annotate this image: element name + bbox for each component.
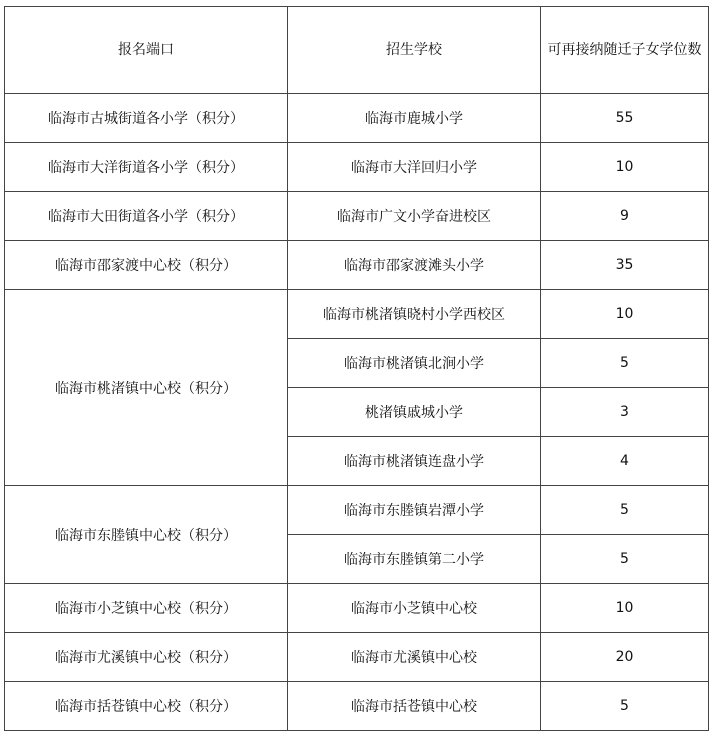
header-port: 报名端口	[5, 7, 288, 94]
seats-cell: 5	[541, 535, 709, 584]
seats-cell: 5	[541, 682, 709, 731]
school-cell: 临海市括苍镇中心校	[288, 682, 541, 731]
table-row	[5, 682, 709, 731]
table-row	[5, 143, 709, 192]
school-cell: 临海市大洋回归小学	[288, 143, 541, 192]
school-cell: 临海市鹿城小学	[288, 94, 541, 143]
school-cell: 临海市桃渚镇北涧小学	[288, 339, 541, 388]
table-row	[5, 94, 709, 143]
port-cell: 临海市大田街道各小学（积分）	[5, 192, 288, 241]
port-cell: 临海市桃渚镇中心校（积分）	[5, 290, 288, 486]
header-row	[5, 7, 709, 94]
seats-cell: 4	[541, 437, 709, 486]
table-row	[5, 192, 709, 241]
school-cell: 临海市广文小学奋进校区	[288, 192, 541, 241]
seats-cell: 5	[541, 486, 709, 535]
seats-cell: 35	[541, 241, 709, 290]
seats-cell: 20	[541, 633, 709, 682]
table-row	[5, 241, 709, 290]
seats-cell: 10	[541, 584, 709, 633]
port-cell: 临海市东塍镇中心校（积分）	[5, 486, 288, 584]
port-cell: 临海市括苍镇中心校（积分）	[5, 682, 288, 731]
school-cell: 临海市桃渚镇晓村小学西校区	[288, 290, 541, 339]
table-row	[5, 633, 709, 682]
table-row	[5, 486, 709, 535]
port-cell: 临海市尤溪镇中心校（积分）	[5, 633, 288, 682]
seats-cell: 9	[541, 192, 709, 241]
seats-cell: 55	[541, 94, 709, 143]
seats-cell: 10	[541, 290, 709, 339]
header-seats: 可再接纳随迁子女学位数	[541, 7, 709, 94]
school-cell: 临海市小芝镇中心校	[288, 584, 541, 633]
school-quota-table	[4, 6, 709, 731]
seats-cell: 5	[541, 339, 709, 388]
school-cell: 临海市东塍镇岩潭小学	[288, 486, 541, 535]
table-row	[5, 290, 709, 339]
table-row	[5, 584, 709, 633]
seats-cell: 3	[541, 388, 709, 437]
port-cell: 临海市古城街道各小学（积分）	[5, 94, 288, 143]
seats-cell: 10	[541, 143, 709, 192]
school-cell: 临海市邵家渡滩头小学	[288, 241, 541, 290]
port-cell: 临海市小芝镇中心校（积分）	[5, 584, 288, 633]
school-cell: 临海市东塍镇第二小学	[288, 535, 541, 584]
school-cell: 临海市尤溪镇中心校	[288, 633, 541, 682]
school-cell: 桃渚镇戚城小学	[288, 388, 541, 437]
header-school: 招生学校	[288, 7, 541, 94]
school-cell: 临海市桃渚镇连盘小学	[288, 437, 541, 486]
port-cell: 临海市邵家渡中心校（积分）	[5, 241, 288, 290]
port-cell: 临海市大洋街道各小学（积分）	[5, 143, 288, 192]
